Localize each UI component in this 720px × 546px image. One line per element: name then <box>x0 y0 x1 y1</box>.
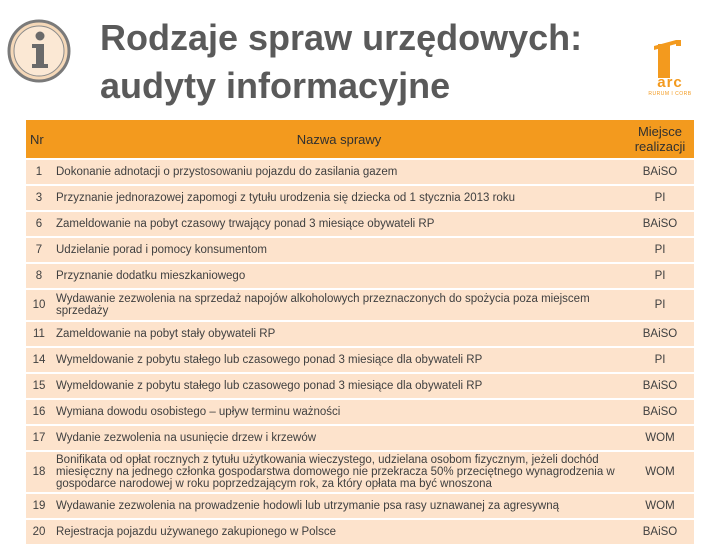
table-row <box>26 494 694 518</box>
header-place-line2: realizacji <box>634 139 686 154</box>
row-name: Udzielanie porad i pomocy konsumentom <box>52 238 626 262</box>
header-place <box>626 120 694 158</box>
row-name: Zameldowanie na pobyt czasowy trwający ponad 3 miesiące obywateli RP <box>52 212 626 236</box>
row-nr: 11 <box>26 322 52 346</box>
row-name: Przyznanie jednorazowej zapomogi z tytułu urodzenia się dziecka od 1 stycznia 2013 roku <box>52 186 626 210</box>
table-row <box>26 186 694 210</box>
table-row <box>26 426 694 450</box>
row-name: Przyznanie dodatku mieszkaniowego <box>52 264 626 288</box>
row-place: BAiSO <box>626 212 694 236</box>
row-place: WOM <box>626 494 694 518</box>
table-row <box>26 212 694 236</box>
table-row <box>26 264 694 288</box>
row-place: WOM <box>626 452 694 492</box>
table-row <box>26 160 694 184</box>
row-name: Wydawanie zezwolenia na prowadzenie hodowli lub utrzymanie psa rasy uznawanej za agresywną <box>52 494 626 518</box>
row-place: PI <box>626 290 694 320</box>
row-name: Wymiana dowodu osobistego – upływ terminu ważności <box>52 400 626 424</box>
row-name: Wydanie zezwolenia na usunięcie drzew i krzewów <box>52 426 626 450</box>
row-nr: 14 <box>26 348 52 372</box>
row-place: PI <box>626 264 694 288</box>
row-name: Rejestracja pojazdu używanego zakupionego w Polsce <box>52 520 626 544</box>
row-place: BAiSO <box>626 400 694 424</box>
table-row <box>26 238 694 262</box>
info-icon <box>6 18 72 84</box>
table-header-row <box>26 120 694 158</box>
row-name: Wydawanie zezwolenia na sprzedaż napojów alkoholowych przeznaczonych do spożycia poza miejscem sprzedaży <box>52 290 626 320</box>
row-nr: 15 <box>26 374 52 398</box>
row-place: WOM <box>626 426 694 450</box>
title-line-1: Rodzaje spraw urzędowych: <box>100 17 583 58</box>
table-row <box>26 290 694 320</box>
table-row <box>26 400 694 424</box>
row-nr: 6 <box>26 212 52 236</box>
row-nr: 3 <box>26 186 52 210</box>
row-place: BAiSO <box>626 160 694 184</box>
logo-tagline: RURUM I CORB <box>648 91 692 97</box>
logo-name: arc <box>657 74 683 91</box>
table-row <box>26 348 694 372</box>
row-name: Wymeldowanie z pobytu stałego lub czasowego ponad 3 miesiące dla obywateli RP <box>52 348 626 372</box>
row-nr: 20 <box>26 520 52 544</box>
row-nr: 1 <box>26 160 52 184</box>
row-name: Zameldowanie na pobyt stały obywateli RP <box>52 322 626 346</box>
header-nr: Nr <box>26 120 52 158</box>
table-row <box>26 374 694 398</box>
row-name: Bonifikata od opłat rocznych z tytułu użytkowania wieczystego, udzielana osobom fizycznym, jeżeli dochód miesięczny na jednego członka gospodarstwa domowego nie przekracza 50% przeciętnego wynagrodzenia w gospodarce narodowej w roku poprzedzającym rok, za który opłata ma być wnoszona <box>52 452 626 492</box>
cases-table <box>26 118 694 546</box>
row-nr: 16 <box>26 400 52 424</box>
row-place: BAiSO <box>626 520 694 544</box>
row-nr: 19 <box>26 494 52 518</box>
table-row <box>26 520 694 544</box>
title-line-2: audyty informacyjne <box>100 65 451 106</box>
row-place: BAiSO <box>626 322 694 346</box>
table-row <box>26 322 694 346</box>
row-nr: 17 <box>26 426 52 450</box>
row-name: Dokonanie adnotacji o przystosowaniu pojazdu do zasilania gazem <box>52 160 626 184</box>
row-nr: 8 <box>26 264 52 288</box>
page-title <box>100 14 620 110</box>
row-place: PI <box>626 186 694 210</box>
row-place: PI <box>626 238 694 262</box>
row-nr: 7 <box>26 238 52 262</box>
header-place-line1: Miejsce <box>637 124 683 139</box>
table-row <box>26 452 694 492</box>
header-name: Nazwa sprawy <box>52 120 626 158</box>
row-nr: 10 <box>26 290 52 320</box>
row-place: BAiSO <box>626 374 694 398</box>
row-place: PI <box>626 348 694 372</box>
row-name: Wymeldowanie z pobytu stałego lub czasowego ponad 3 miesiące dla obywateli RP <box>52 374 626 398</box>
row-nr: 18 <box>26 452 52 492</box>
